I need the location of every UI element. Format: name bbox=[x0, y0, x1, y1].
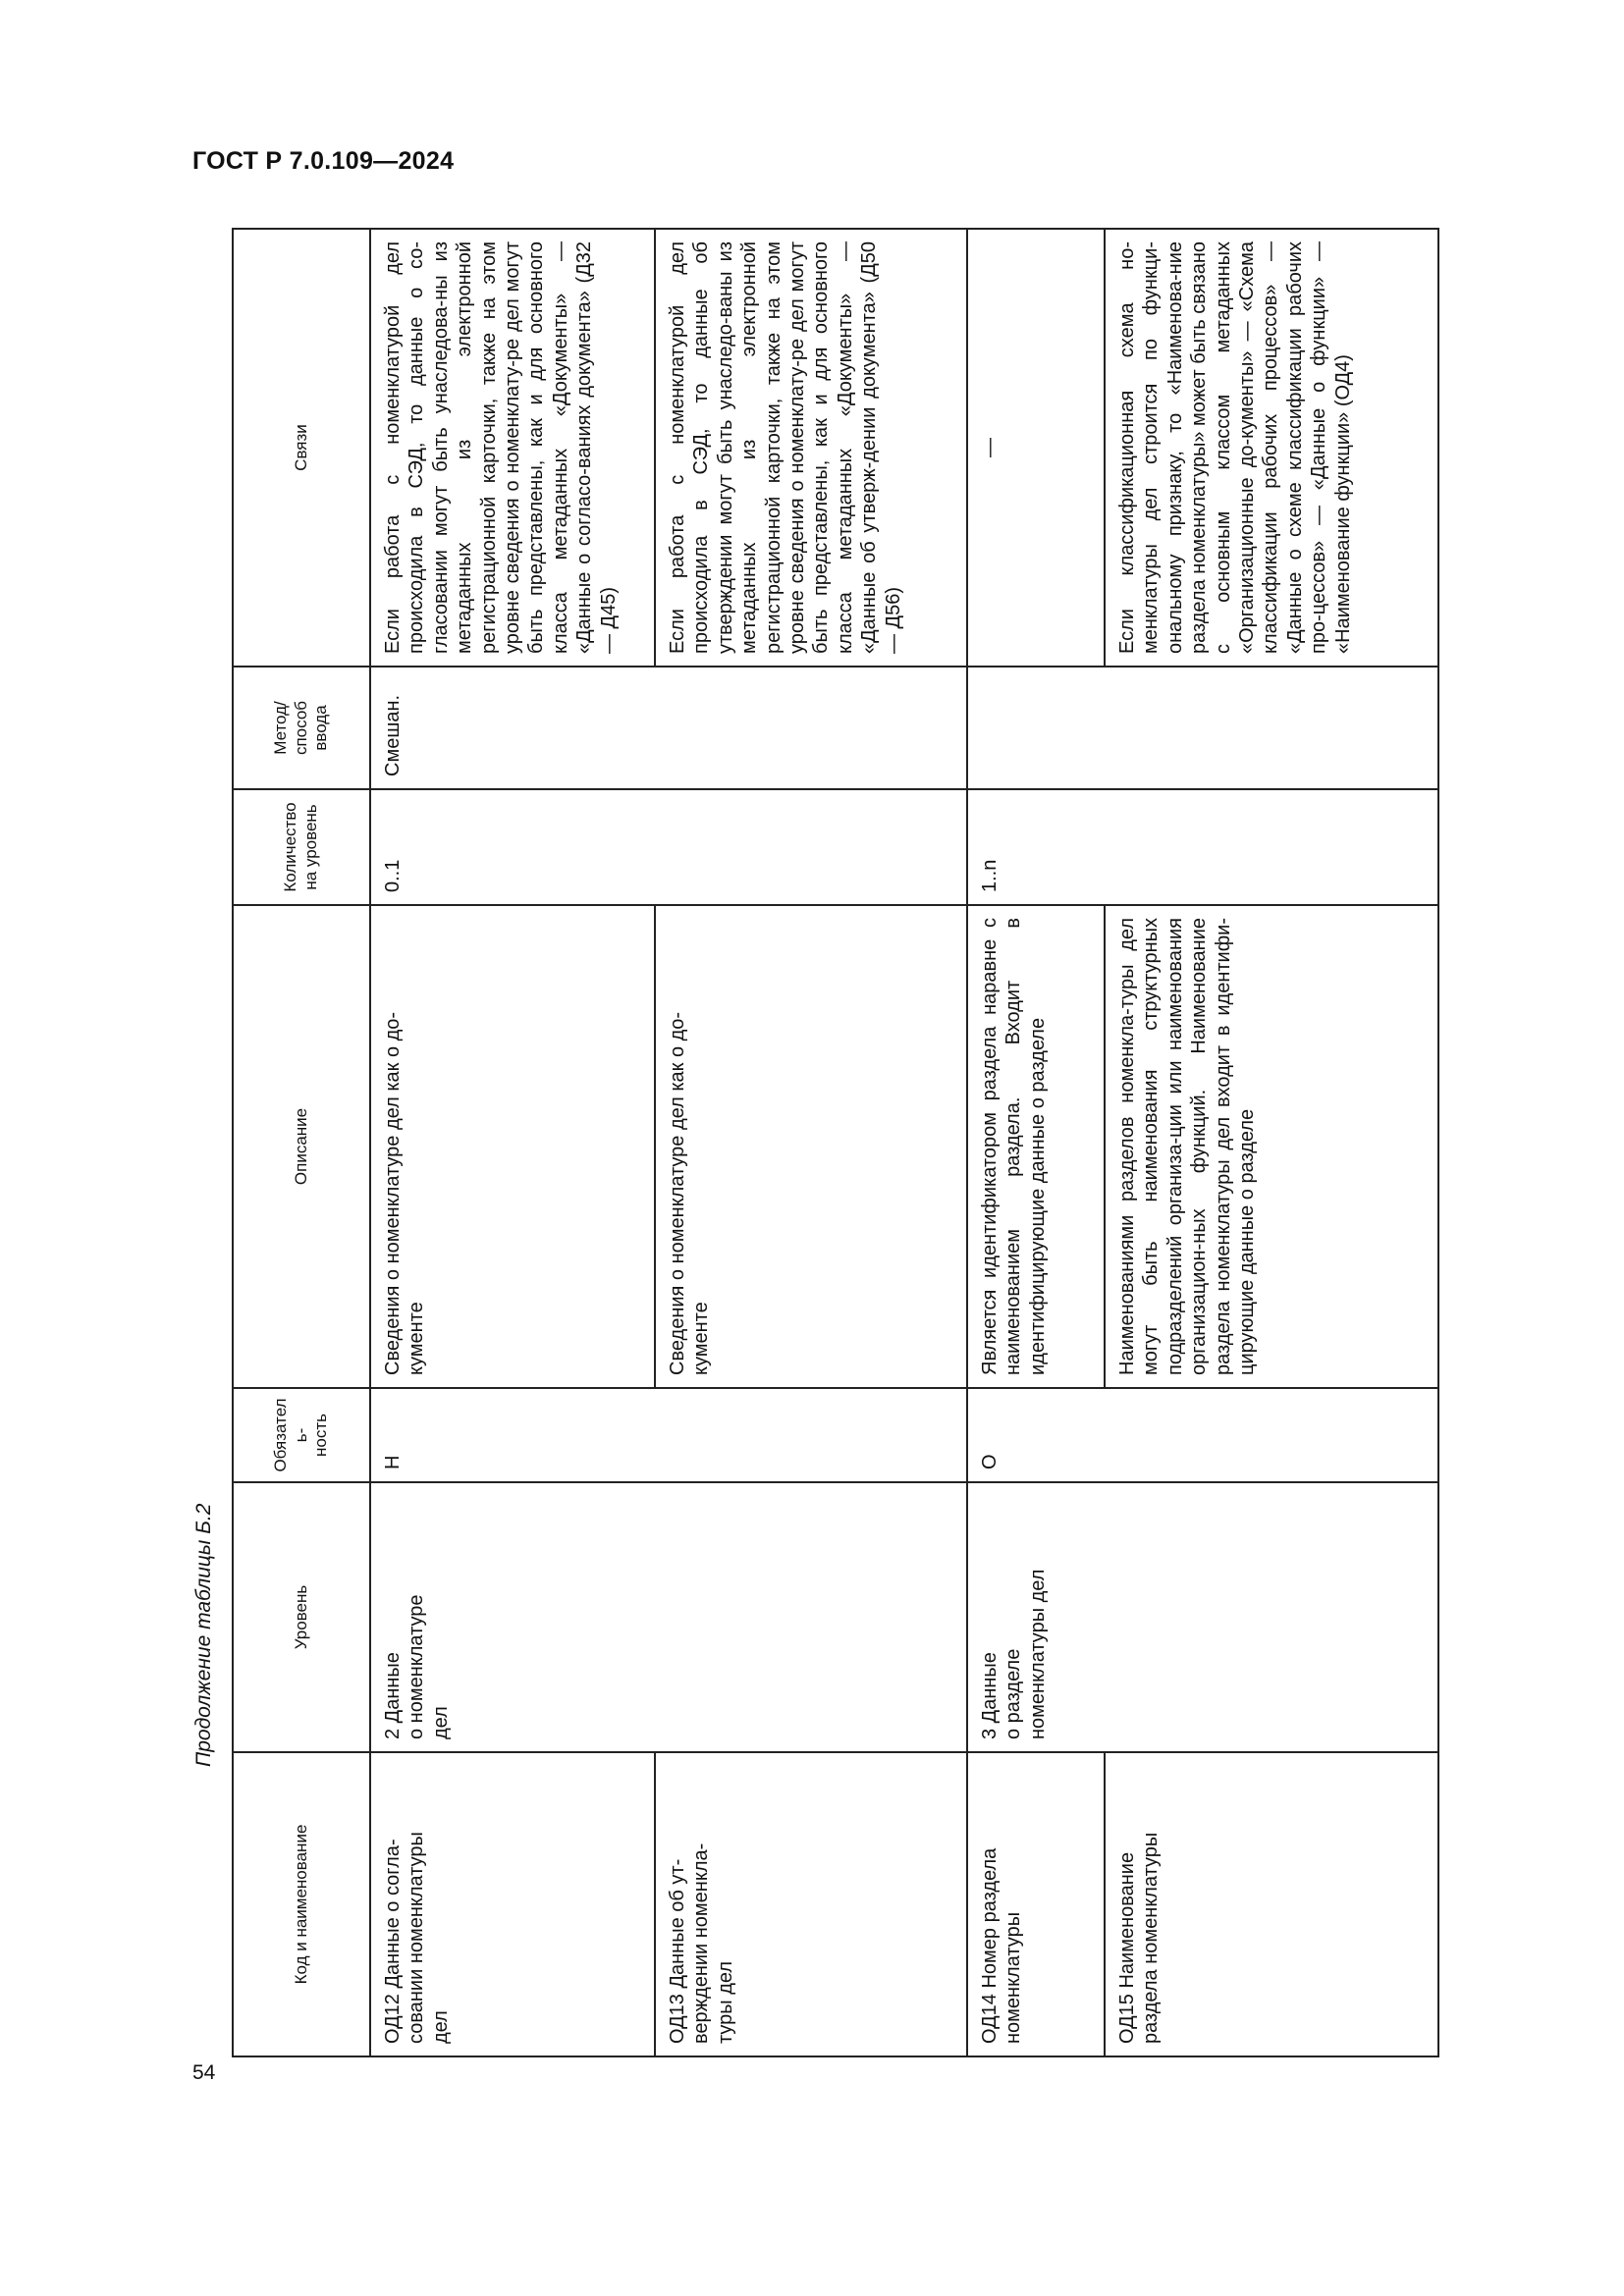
rotated-table-container bbox=[232, 230, 1479, 2057]
page-number: 54 bbox=[192, 2061, 216, 2084]
col-header-description: Описание bbox=[233, 905, 370, 1388]
cell-code: ОД15 Наименование раздела номенклатуры bbox=[1105, 1752, 1438, 2056]
cell-code: ОД12 Данные о согла- совании номенклатуры дел bbox=[370, 1752, 655, 2056]
standard-header: ГОСТ Р 7.0.109—2024 bbox=[192, 147, 455, 175]
cell-method bbox=[967, 667, 1438, 789]
cell-links: Если работа с номенклатурой дел происходила в СЭД, то данные об утверждении могут быть унаследо-ваны из метаданных из электронной регистрационной карточки, также на этом уровне сведения о номенклату-ре дел могут быть представлены, как и для основного класса метаданных «Документы» — «Данные об утверж-дении документа» (Д50 — Д56) bbox=[655, 229, 967, 667]
table-row bbox=[1105, 229, 1438, 2056]
col-header-links: Связи bbox=[233, 229, 370, 667]
cell-code: ОД14 Номер раздела номенклатуры bbox=[967, 1752, 1105, 2056]
cell-level: 2 Данные о номенклатуре дел bbox=[370, 1482, 967, 1752]
col-header-code: Код и наименование bbox=[233, 1752, 370, 2056]
cell-links: Если классификационная схема но-менклатуры дел строится по функци-ональному признаку, то «Наименова-ние раздела номенклатуры» может быть связано с основным классом метаданных «Организационные до-кументы» — «Схема классификации рабочих процессов» — «Данные о схеме классификации рабочих про-цессов» — «Данные о функции» — «Наименование функции» (ОД4) bbox=[1105, 229, 1438, 667]
col-header-level: Уровень bbox=[233, 1482, 370, 1752]
table-row bbox=[370, 229, 655, 2056]
table-caption: Продолжение таблицы Б.2 bbox=[192, 1503, 215, 1767]
cell-mandatory: О bbox=[967, 1388, 1438, 1482]
cell-count: 0..1 bbox=[370, 789, 967, 905]
cell-description: Сведения о номенклатуре дел как о до- кументе bbox=[370, 905, 655, 1388]
cell-links: — bbox=[967, 229, 1105, 667]
cell-description: Сведения о номенклатуре дел как о до- кументе bbox=[655, 905, 967, 1388]
cell-description: Наименованиями разделов номенкла-туры дел могут быть наименования структурных подразделений организа-ции или наименования организацион-ных функций. Наименование раздела номенклатуры дел входит в идентифи-цирующие данные о разделе bbox=[1105, 905, 1438, 1388]
cell-code: ОД13 Данные об ут- верждении номенкла- туры дел bbox=[655, 1752, 967, 2056]
cell-method: Смешан. bbox=[370, 667, 967, 789]
col-header-method: Метод/ способ ввода bbox=[233, 667, 370, 789]
table-row bbox=[967, 229, 1105, 2056]
cell-description: Является идентификатором раздела наравне с наименованием раздела. Входит в идентифицирующие данные о разделе bbox=[967, 905, 1105, 1388]
cell-links: Если работа с номенклатурой дел происходила в СЭД, то данные о со-гласовании могут быть унаследова-ны из метаданных из электронной регистрационной карточки, также на этом уровне сведения о номенклату-ре дел могут быть представлены, как и для основного класса метаданных «Документы» — «Данные о согласо-ваниях документа» (Д32 — Д45) bbox=[370, 229, 655, 667]
col-header-count: Количество на уровень bbox=[233, 789, 370, 905]
table-header-row bbox=[233, 229, 370, 2056]
cell-count: 1..n bbox=[967, 789, 1438, 905]
cell-mandatory: Н bbox=[370, 1388, 967, 1482]
table-row bbox=[655, 229, 967, 2056]
col-header-mandatory: Обязатель- ность bbox=[233, 1388, 370, 1482]
cell-level: 3 Данные о разделе номенклатуры дел bbox=[967, 1482, 1438, 1752]
metadata-table bbox=[232, 228, 1439, 2057]
